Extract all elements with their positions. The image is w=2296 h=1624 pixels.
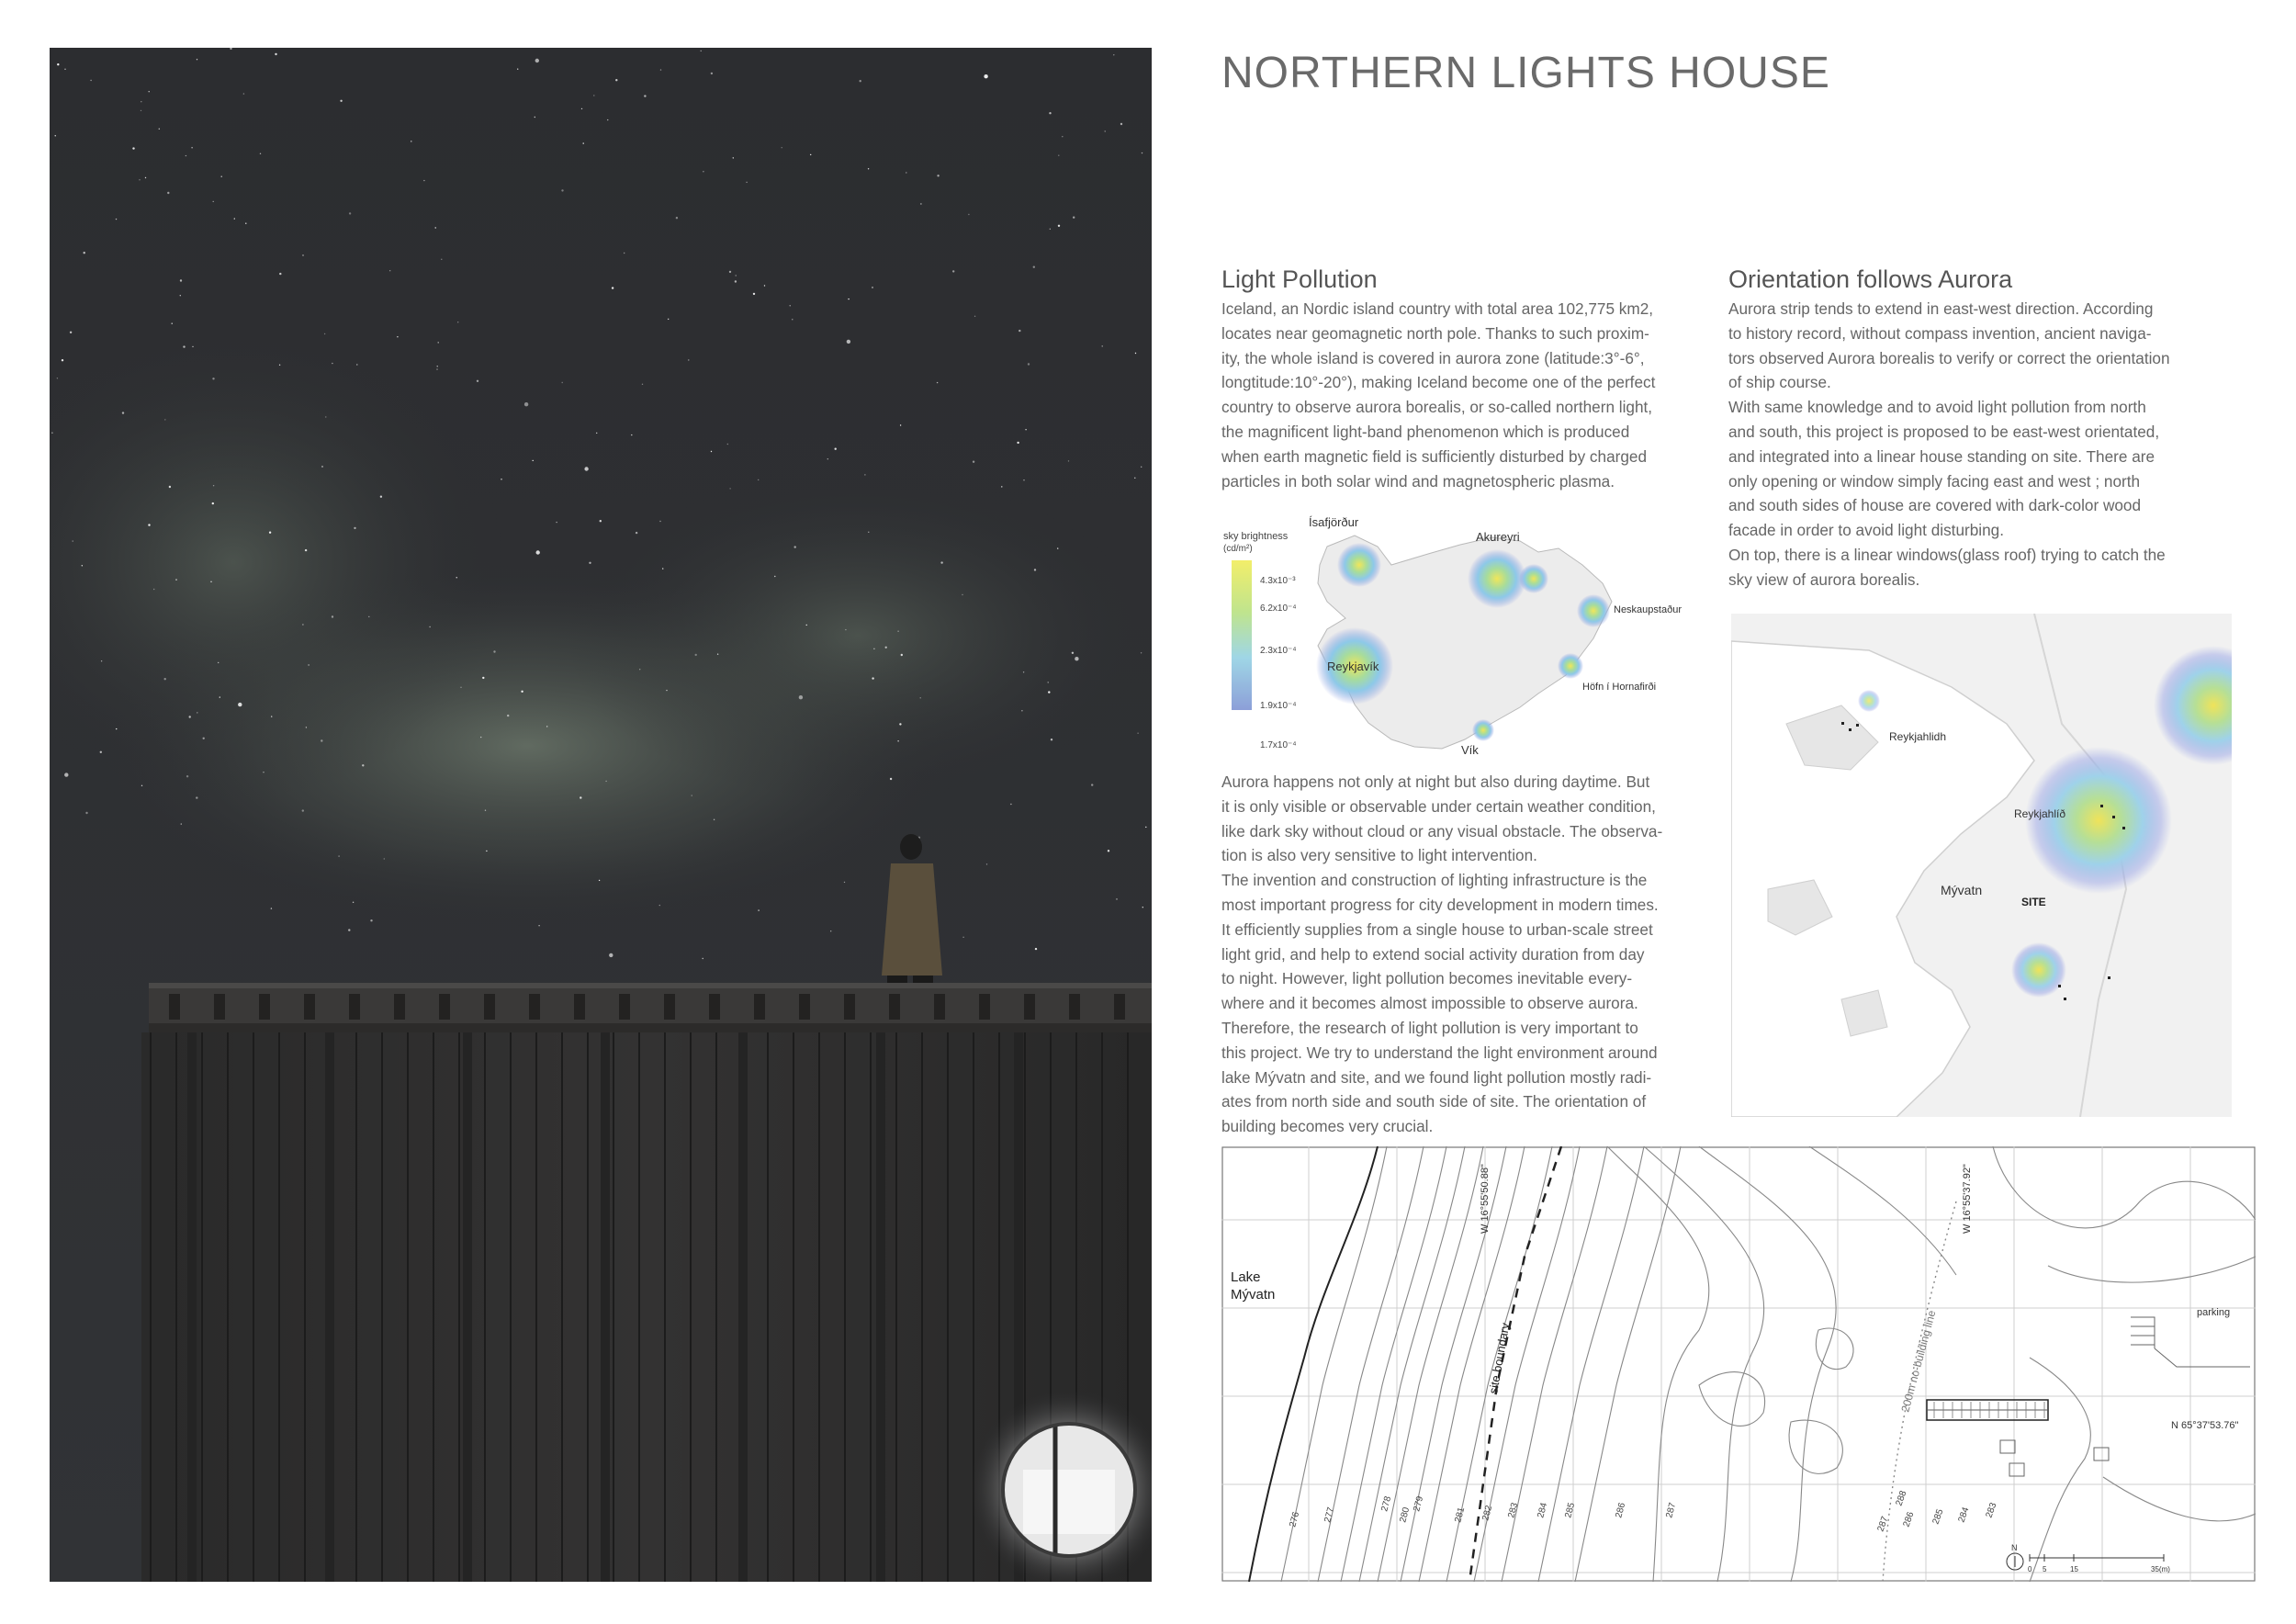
label-myvatn: Mývatn: [1941, 883, 1983, 897]
label-site: SITE: [2021, 896, 2046, 908]
coord-w1: W 16°55'50.88": [1480, 1164, 1491, 1234]
aurora-text: Aurora happens not only at night but also during daytime. But it is only visible or observable under certain weather condition, like dark sky without cloud or any visual obstacle. The observa- tion is also very sensitive to light intervention. The invention and construction of lighting infrastructure is the most important progress for city development in modern times. It efficiently supplies from a single house to urban-scale street light grid, and help to extend social activity duration from day to night. However, light pollution becomes inevitable every- where and it becomes almost impossible to observe aurora. Therefore, the research of light pollution is very important to this project. We try to understand the light environment around lake Mývatn and site, and we found light pollution mostly radi- ates from north side and south side of site. The orientation of building becomes very crucial.: [1221, 773, 1663, 1136]
no-building-label: 200m no-building line: [1898, 1308, 1939, 1414]
legend-value-3: 2.3x10⁻⁴: [1260, 646, 1297, 656]
site-light-map: [1731, 614, 2232, 1117]
contour-label: 278: [1379, 1494, 1394, 1513]
orientation-heading: Orientation follows Aurora: [1728, 265, 2013, 293]
lake-label-1: Lake: [1231, 1269, 1261, 1285]
svg-text:15: 15: [2070, 1565, 2078, 1573]
place-isafjordur: Ísafjörður: [1309, 515, 1359, 529]
site-boundary-label: site boundary: [1486, 1322, 1513, 1395]
label-reykjahlid: Reykjahlíð: [2014, 807, 2066, 820]
contour-label: 283: [1984, 1501, 1999, 1520]
legend-value-4: 1.9x10⁻⁴: [1260, 701, 1297, 711]
contour-label: 287: [1875, 1515, 1891, 1534]
coord-n: N 65°37'53.76": [2171, 1420, 2239, 1431]
contour-label: 280: [1398, 1506, 1412, 1524]
page-title: NORTHERN LIGHTS HOUSE: [1221, 49, 1830, 97]
lake-label-2: Mývatn: [1231, 1287, 1276, 1303]
contour-site-plan: [1221, 1146, 2256, 1582]
orientation-text: Aurora strip tends to extend in east-west direction. According to history record, without compass invention, ancient naviga- tors observed Aurora borealis to verify or correct the orientation of ship course. With same knowledge and to avoid light pollution from north and south, this project is proposed to be east-west orientated, and integrated into a linear house standing on site. There are only opening or window simply facing east and west ; north and south sides of house are covered with dark-color wood facade in order to avoid light disturbing. On top, there is a linear windows(glass roof) trying to catch the sky view of aurora borealis.: [1728, 299, 2170, 589]
contour-label: 286: [1901, 1510, 1917, 1529]
contour-label: 284: [1956, 1506, 1972, 1525]
contour-label: 282: [1480, 1504, 1495, 1522]
coord-w2: W 16°55'37.92": [1962, 1164, 1973, 1234]
light-pollution-heading: Light Pollution: [1221, 265, 1378, 293]
contour-label: 287: [1664, 1501, 1679, 1519]
parking-label: parking: [2197, 1307, 2231, 1318]
legend-value-5: 1.7x10⁻⁴: [1260, 740, 1297, 750]
place-neskaupstadur: Neskaupstaður: [1614, 604, 1682, 615]
contour-label: 276: [1288, 1510, 1302, 1528]
roof-beam: [149, 983, 1152, 1032]
night-scene: [50, 48, 1152, 1582]
place-vik: Vík: [1461, 743, 1479, 757]
legend-unit: (cd/m²): [1223, 544, 1253, 554]
light-pollution-text: Iceland, an Nordic island country with total area 102,775 km2, locates near geomagnetic north pole. Thanks to such proxim- ity, the whole island is covered in aurora zone (latitude:3°-6°, longtitude:10°-20°), making Iceland become one of the perfect country to observe aurora borealis, or so-called northern light, the magnificent light-band phenomenon which is produced when earth magnetic field is sufficiently disturbed by charged particles in both solar wind and magnetospheric plasma.: [1221, 299, 1656, 491]
place-hofn: Höfn í Hornafirði: [1582, 682, 1657, 693]
place-reykjavik: Reykjavík: [1327, 660, 1379, 673]
contour-label: 279: [1412, 1494, 1426, 1513]
legend-value-1: 4.3x10⁻³: [1260, 576, 1296, 586]
label-reykjahlidh: Reykjahlidh: [1889, 730, 1947, 743]
hero-rendering: [50, 48, 1152, 1582]
contour-label: 283: [1506, 1501, 1521, 1519]
svg-text:N: N: [2011, 1543, 2018, 1552]
contour-label: 285: [1930, 1507, 1946, 1527]
svg-text:35(m): 35(m): [2151, 1565, 2170, 1573]
legend-bar: [1232, 560, 1252, 710]
svg-text:0: 0: [2028, 1565, 2032, 1573]
contour-label: 285: [1563, 1501, 1578, 1519]
legend-title: sky brightness: [1223, 531, 1289, 542]
contour-label: 288: [1894, 1489, 1909, 1508]
contour-label: 286: [1614, 1501, 1628, 1519]
contour-label: 277: [1322, 1506, 1337, 1524]
svg-text:5: 5: [2043, 1565, 2047, 1573]
contour-label: 284: [1536, 1501, 1550, 1519]
legend-value-2: 6.2x10⁻⁴: [1260, 603, 1297, 614]
place-akureyri: Akureyri: [1476, 530, 1520, 544]
sky-brightness-map: [1217, 510, 1717, 762]
contour-label: 281: [1453, 1506, 1468, 1524]
